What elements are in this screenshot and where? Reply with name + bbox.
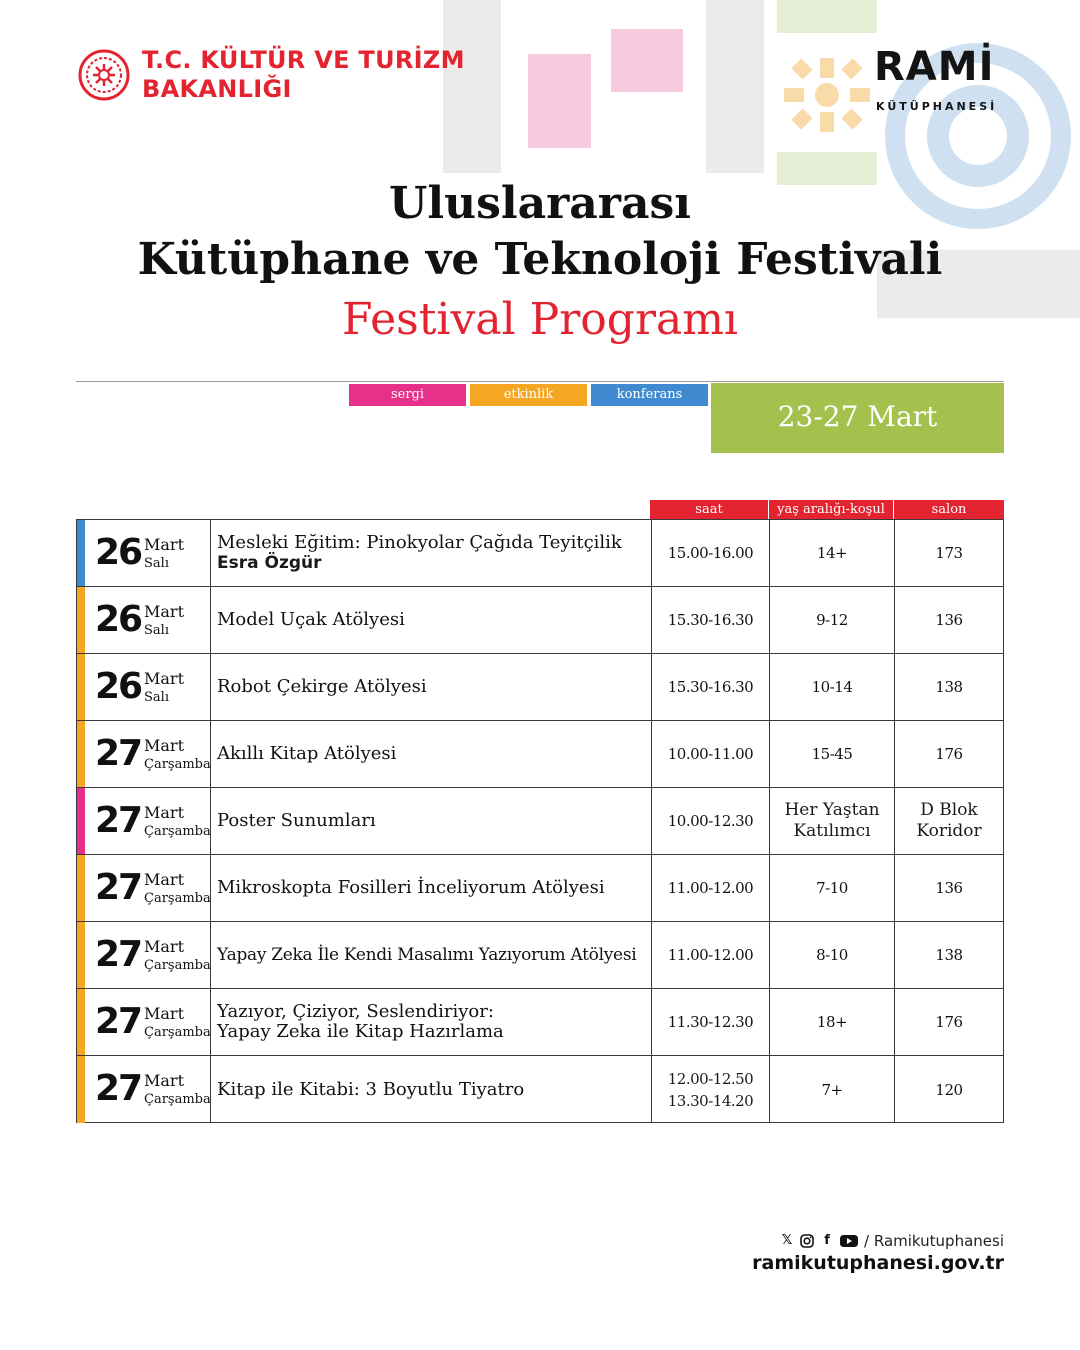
event-title-cell <box>210 721 651 787</box>
program-table <box>76 519 1004 1123</box>
event-day: 27 <box>95 733 142 774</box>
instagram-icon[interactable] <box>800 1234 814 1248</box>
event-room-cell <box>894 788 1003 854</box>
date-range-badge: 23-27 Mart <box>711 383 1004 453</box>
website-link[interactable]: ramikutuphanesi.gov.tr <box>752 1252 1004 1274</box>
decor-pink-block <box>528 54 591 148</box>
social-handle: / Ramikutuphanesi <box>864 1232 1004 1250</box>
event-title-cell <box>210 922 651 988</box>
event-title-line2: Yapay Zeka ile Kitap Hazırlama <box>217 1021 504 1042</box>
event-room: 176 <box>894 721 1003 787</box>
event-month: Mart <box>144 937 184 956</box>
event-type-bar <box>77 788 85 854</box>
event-weekday: Çarşamba <box>144 958 211 973</box>
library-logo-word: RAMİ <box>874 44 995 90</box>
table-row <box>77 922 1003 989</box>
event-age: 7+ <box>769 1056 894 1123</box>
ministry-seal-icon <box>78 49 130 101</box>
event-age-line2: Katılımcı <box>793 821 871 841</box>
event-time: 11.30-12.30 <box>651 989 769 1055</box>
legend-sergi: sergi <box>349 384 466 406</box>
event-age: 9-12 <box>769 587 894 653</box>
event-title: Model Uçak Atölyesi <box>217 609 405 630</box>
divider-line <box>76 381 1004 382</box>
event-title-cell <box>210 788 651 854</box>
event-age-cell <box>769 788 894 854</box>
ministry-name-line2: BAKANLIĞI <box>142 75 292 103</box>
event-title-cell <box>210 855 651 921</box>
event-weekday: Çarşamba <box>144 1025 211 1040</box>
event-month: Mart <box>144 602 184 621</box>
event-weekday: Salı <box>144 623 169 638</box>
event-title-cell <box>210 654 651 720</box>
event-time: 11.00-12.00 <box>651 922 769 988</box>
event-age: 8-10 <box>769 922 894 988</box>
event-age: 10-14 <box>769 654 894 720</box>
event-day: 27 <box>95 800 142 841</box>
event-day: 26 <box>95 532 142 573</box>
event-age: 18+ <box>769 989 894 1055</box>
event-month: Mart <box>144 669 184 688</box>
column-header-room: salon <box>894 500 1004 520</box>
event-weekday: Çarşamba <box>144 757 211 772</box>
event-title: Robot Çekirge Atölyesi <box>217 676 427 697</box>
event-room: 176 <box>894 989 1003 1055</box>
event-time: 11.00-12.00 <box>651 855 769 921</box>
event-room-line2: Koridor <box>916 821 982 841</box>
event-time-line1: 12.00-12.50 <box>667 1069 754 1088</box>
event-type-bar <box>77 989 85 1055</box>
event-day: 27 <box>95 867 142 908</box>
event-weekday: Çarşamba <box>144 891 211 906</box>
event-type-bar <box>77 520 85 586</box>
column-header-time: saat <box>650 500 768 520</box>
event-month: Mart <box>144 535 184 554</box>
festival-title-line2: Kütüphane ve Teknoloji Festivali <box>137 234 943 285</box>
event-title-cell <box>210 587 651 653</box>
event-weekday: Çarşamba <box>144 824 211 839</box>
event-title-line1: Yazıyor, Çiziyor, Seslendiriyor: <box>217 1001 494 1022</box>
event-title: Poster Sunumları <box>217 810 376 831</box>
event-title: Mikroskopta Fosilleri İnceliyorum Atölyesi <box>217 877 605 898</box>
event-weekday: Salı <box>144 556 169 571</box>
event-month: Mart <box>144 803 184 822</box>
event-time: 15.30-16.30 <box>651 654 769 720</box>
event-time: 15.00-16.00 <box>651 520 769 586</box>
event-month: Mart <box>144 736 184 755</box>
ministry-name-line1: T.C. KÜLTÜR VE TURİZM <box>142 46 465 74</box>
event-day: 27 <box>95 934 142 975</box>
column-header-age: yaş aralığı-koşul <box>769 500 893 520</box>
social-links <box>780 1232 1004 1250</box>
event-title: Mesleki Eğitim: Pinokyolar Çağıda Teyitçilik <box>217 532 622 553</box>
event-type-bar <box>77 654 85 720</box>
event-title-cell <box>210 520 651 586</box>
table-row <box>77 855 1003 922</box>
event-type-bar <box>77 721 85 787</box>
table-row <box>77 989 1003 1056</box>
decor-green-block <box>777 0 877 33</box>
event-title: Yapay Zeka İle Kendi Masalımı Yazıyorum Atölyesi <box>217 945 637 965</box>
event-title-cell <box>210 989 651 1055</box>
event-type-bar <box>77 855 85 921</box>
event-room: 136 <box>894 855 1003 921</box>
decor-pink-block <box>611 29 683 92</box>
event-room: 173 <box>894 520 1003 586</box>
event-age: 7-10 <box>769 855 894 921</box>
event-time-cell <box>651 1056 769 1123</box>
event-room: 138 <box>894 654 1003 720</box>
table-row <box>77 587 1003 654</box>
event-day: 27 <box>95 1001 142 1042</box>
table-row <box>77 1056 1003 1123</box>
event-type-bar <box>77 587 85 653</box>
table-row <box>77 721 1003 788</box>
event-time: 10.00-12.30 <box>651 788 769 854</box>
event-type-bar <box>77 1056 85 1123</box>
event-age-line1: Her Yaştan <box>784 800 880 820</box>
event-title-cell <box>210 1056 651 1123</box>
legend-konferans: konferans <box>591 384 708 406</box>
ministry-logo <box>78 46 465 104</box>
table-row <box>77 654 1003 721</box>
event-day: 26 <box>95 599 142 640</box>
event-time: 15.30-16.30 <box>651 587 769 653</box>
event-weekday: Salı <box>144 690 169 705</box>
legend-etkinlik: etkinlik <box>470 384 587 406</box>
ministry-name <box>142 46 465 104</box>
event-title: Akıllı Kitap Atölyesi <box>217 743 397 764</box>
program-subtitle: Festival Programı <box>342 294 738 345</box>
event-month: Mart <box>144 1004 184 1023</box>
event-month: Mart <box>144 1071 184 1090</box>
event-speaker: Esra Özgür <box>217 553 322 573</box>
event-room: 120 <box>894 1056 1003 1123</box>
festival-title-line1: Uluslararası <box>389 178 691 229</box>
library-logo-subtitle: KÜTÜPHANESİ <box>876 100 998 113</box>
sun-logo-icon <box>782 50 872 140</box>
event-age: 15-45 <box>769 721 894 787</box>
youtube-icon[interactable] <box>840 1234 858 1248</box>
table-row <box>77 788 1003 855</box>
event-time-line2: 13.30-14.20 <box>667 1091 754 1110</box>
event-room-line1: D Blok <box>920 800 978 820</box>
event-age: 14+ <box>769 520 894 586</box>
x-icon[interactable]: 𝕏 <box>781 1233 793 1248</box>
event-room: 138 <box>894 922 1003 988</box>
facebook-icon[interactable]: f <box>824 1233 830 1248</box>
table-row <box>77 520 1003 587</box>
decor-gray-block <box>706 0 764 173</box>
event-day: 26 <box>95 666 142 707</box>
event-room: 136 <box>894 587 1003 653</box>
event-month: Mart <box>144 870 184 889</box>
event-weekday: Çarşamba <box>144 1092 211 1107</box>
event-title: Kitap ile Kitabi: 3 Boyutlu Tiyatro <box>217 1078 525 1100</box>
event-time: 10.00-11.00 <box>651 721 769 787</box>
event-day: 27 <box>95 1068 142 1109</box>
event-type-bar <box>77 922 85 988</box>
